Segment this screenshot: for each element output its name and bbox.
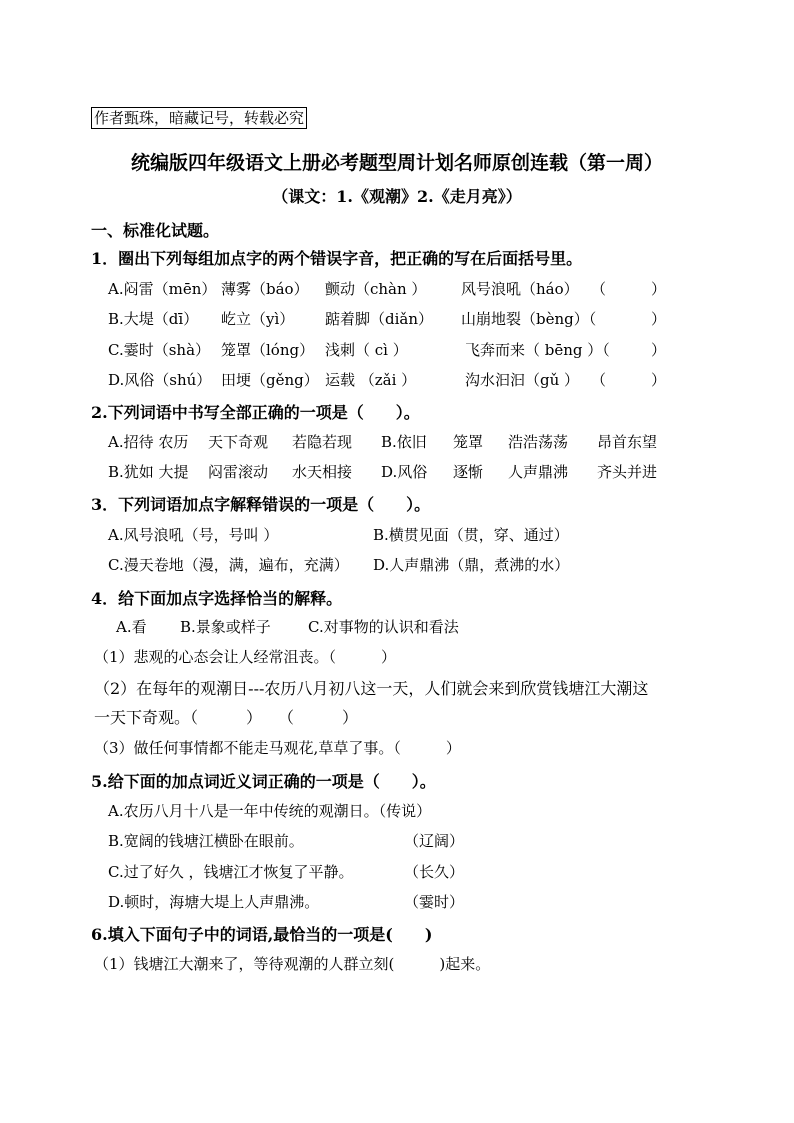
question-5-stem: 5.给下面的加点词近义词正确的一项是（ ）。 [91, 772, 436, 791]
page-subtitle: （课文：1.《观潮》2.《走月亮》） [272, 187, 522, 206]
question-3-stem: 3．下列词语加点字解释错误的一项是（ ）。 [91, 495, 431, 514]
question-3-row-2 [108, 554, 668, 576]
q2-option: A.招待 农历 [108, 433, 189, 451]
question-1-row-b [108, 308, 668, 330]
q1-d-paren-close: ） [651, 371, 667, 389]
q1-b-item: 屹立（yì） [221, 310, 295, 328]
question-1-row-a [108, 278, 668, 300]
q4-item: 一天下奇观。（ ） （ ） [94, 708, 359, 727]
q2-option: B.依旧 [381, 433, 427, 451]
question-1-stem: 1．圈出下列每组加点字的两个错误字音，把正确的写在后面括号里。 [91, 249, 583, 268]
question-2-row-1 [108, 431, 668, 453]
q3-option: A.风号浪吼（号，号叫 ） [108, 526, 279, 544]
question-5-row [108, 861, 568, 883]
q4-item: （3）做任何事情都不能走马观花,草草了事。（ ） [94, 739, 461, 757]
section-heading: 一、标准化试题。 [91, 221, 220, 240]
question-3-row-1 [108, 524, 668, 546]
q2-option: 浩浩荡荡 [508, 433, 569, 451]
q3-option: C.漫天卷地（漫，满，遍布，充满） [108, 556, 349, 574]
question-5-row [108, 800, 568, 822]
q1-c-item: 浅刺（ cì ） [325, 341, 408, 359]
q5-option: A.农历八月十八是一年中传统的观潮日。（传说） [108, 802, 432, 820]
q4-item: （2）在每年的观潮日---农历八月初八这一天，人们就会来到欣赏钱塘江大潮这 [94, 679, 649, 698]
q2-option: 齐头并进 [597, 463, 658, 481]
q5-option: C.过了好久 ，钱塘江才恢复了平静。 [108, 863, 354, 881]
q1-d-item: 沟水汩汩（gǔ ） [465, 371, 580, 389]
question-1-row-d [108, 369, 668, 391]
q5-synonym: （辽阔） [404, 832, 465, 850]
q2-option: D.风俗 [381, 463, 428, 481]
q5-option: B.宽阔的钱塘江横卧在眼前。 [108, 832, 304, 850]
q1-b-item: 踮着脚（diǎn） [325, 310, 434, 328]
q2-option: 水天相接 [292, 463, 353, 481]
watermark-notice: 作者甄珠，暗藏记号，转载必究 [91, 107, 307, 129]
q4-option: C.对事物的认识和看法 [308, 618, 459, 636]
q2-option: 若隐若现 [292, 433, 353, 451]
q2-option: 天下奇观 [208, 433, 269, 451]
q1-d-item: D.风俗（shú） [108, 371, 212, 389]
q4-option: A.看 [116, 618, 147, 636]
question-2-stem: 2.下列词语中书写全部正确的一项是（ ）。 [91, 403, 420, 422]
q1-a-item: A.闷雷（mēn） [108, 280, 217, 298]
q1-c-item: 笼罩（lóng） [221, 341, 315, 359]
q6-item: （1）钱塘江大潮来了，等待观潮的人群立刻( )起来。 [94, 955, 491, 973]
q2-option: 人声鼎沸 [508, 463, 569, 481]
q1-b-item: 山崩地裂（bèng）（ [461, 310, 597, 328]
q1-b-paren-close: ） [651, 310, 667, 328]
question-2-row-2 [108, 461, 668, 483]
q4-option: B.景象或样子 [180, 618, 271, 636]
q2-option: 昂首东望 [597, 433, 658, 451]
q1-c-item: 飞奔而来（ bēng ）（ [465, 341, 610, 359]
q5-synonym: （长久） [404, 863, 465, 881]
q5-synonym: （霎时） [404, 893, 465, 911]
q1-a-paren-open: （ [591, 280, 607, 298]
question-4-options [116, 616, 616, 638]
q1-d-item: 运载 （zǎi ） [325, 371, 417, 389]
q5-option: D.顿时，海塘大堤上人声鼎沸。 [108, 893, 320, 911]
q1-d-item: 田埂（gěng） [221, 371, 319, 389]
q3-option: D.人声鼎沸（鼎，煮沸的水） [373, 556, 570, 574]
q2-option: 逐惭 [453, 463, 484, 481]
q1-d-paren-open: （ [591, 371, 607, 389]
q2-option: B.犹如 大提 [108, 463, 189, 481]
q1-b-item: B.大堤（dī） [108, 310, 199, 328]
question-6-stem: 6.填入下面句子中的词语,最恰当的一项是( ) [91, 925, 433, 944]
q3-option: B.横贯见面（贯，穿、通过） [373, 526, 569, 544]
q2-option: 笼罩 [453, 433, 484, 451]
q1-c-item: C.霎时（shà） [108, 341, 211, 359]
q1-a-item: 颤动（chàn ） [325, 280, 427, 298]
question-4-stem: 4．给下面加点字选择恰当的解释。 [91, 589, 343, 608]
page-title: 统编版四年级语文上册必考题型周计划名师原创连载（第一周） [130, 152, 663, 174]
question-1-row-c [108, 339, 668, 361]
q1-a-item: 风号浪吼（háo） [461, 280, 579, 298]
q1-a-item: 薄雾（báo） [221, 280, 309, 298]
q1-c-paren-close: ） [651, 341, 667, 359]
q4-item: （1）悲观的心态会让人经常沮丧。（ ） [94, 648, 397, 666]
question-5-row [108, 891, 568, 913]
q2-option: 闷雷滚动 [208, 463, 269, 481]
question-5-row [108, 830, 568, 852]
q1-a-paren-close: ） [651, 280, 667, 298]
